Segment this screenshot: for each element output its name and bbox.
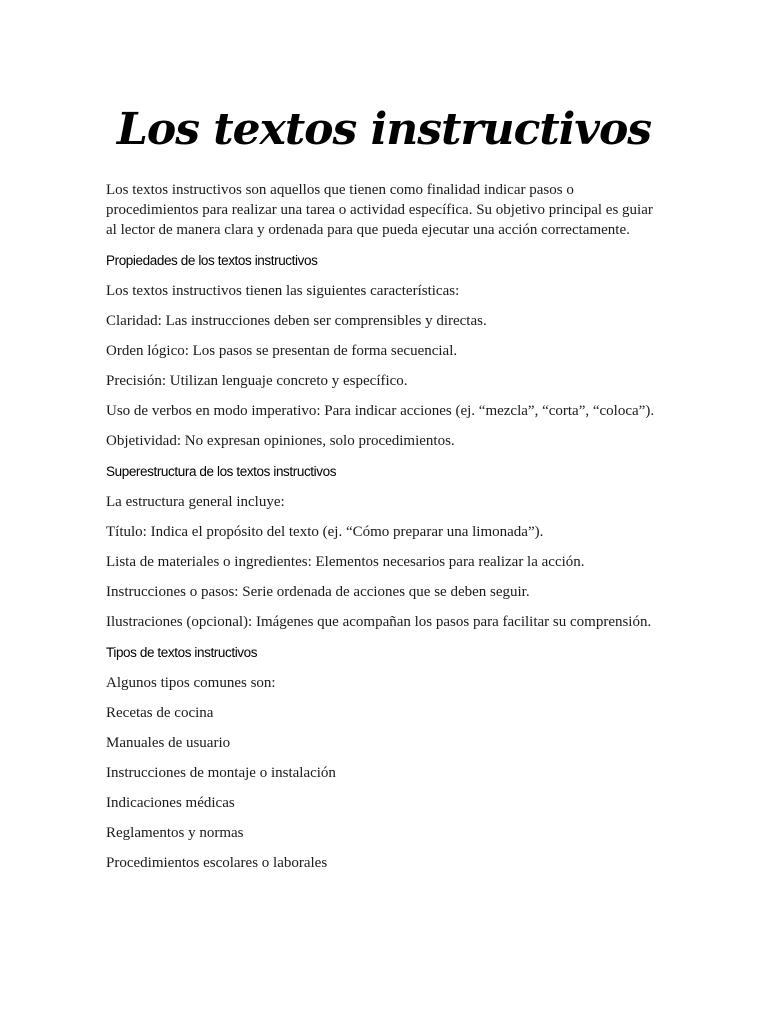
document-title: Los textos instructivos xyxy=(116,104,652,155)
section-line: Indicaciones médicas xyxy=(106,795,235,811)
section-propiedades xyxy=(106,251,666,451)
section-heading: Propiedades de los textos instructivos xyxy=(106,253,318,268)
section-line: La estructura general incluye: xyxy=(106,494,285,510)
section-line: Los textos instructivos tienen las siguientes características: xyxy=(106,283,460,299)
section-line: Reglamentos y normas xyxy=(106,825,244,841)
section-line: Título: Indica el propósito del texto (ej. “Cómo preparar una limonada”). xyxy=(106,524,544,540)
section-line: Instrucciones de montaje o instalación xyxy=(106,765,336,781)
section-line: Instrucciones o pasos: Serie ordenada de acciones que se deben seguir. xyxy=(106,584,530,600)
section-line: Orden lógico: Los pasos se presentan de forma secuencial. xyxy=(106,343,458,359)
section-tipos xyxy=(106,643,666,873)
section-line: Ilustraciones (opcional): Imágenes que acompañan los pasos para facilitar su comprensión. xyxy=(106,614,652,630)
section-line: Manuales de usuario xyxy=(106,735,231,751)
document-body xyxy=(106,180,666,884)
section-line: Uso de verbos en modo imperativo: Para indicar acciones (ej. “mezcla”, “corta”, “coloca”). xyxy=(106,403,655,419)
section-line: Claridad: Las instrucciones deben ser comprensibles y directas. xyxy=(106,313,487,329)
section-line: Recetas de cocina xyxy=(106,705,214,721)
section-line: Procedimientos escolares o laborales xyxy=(106,855,328,871)
section-heading: Tipos de textos instructivos xyxy=(106,645,258,660)
section-line: Precisión: Utilizan lenguaje concreto y específico. xyxy=(106,373,408,389)
section-line: Lista de materiales o ingredientes: Elementos necesarios para realizar la acción. xyxy=(106,554,585,570)
section-heading: Superestructura de los textos instructivos xyxy=(106,464,337,479)
section-line: Algunos tipos comunes son: xyxy=(106,675,276,691)
section-superestructura xyxy=(106,462,666,632)
section-line: Objetividad: No expresan opiniones, solo procedimientos. xyxy=(106,433,455,449)
intro-paragraph: Los textos instructivos son aquellos que tienen como finalidad indicar pasos o procedimientos para realizar una tarea o actividad específica. Su objetivo principal es guiar al lector de manera clara y ordenada para que pueda ejecutar una acción correctamente. xyxy=(106,182,653,238)
